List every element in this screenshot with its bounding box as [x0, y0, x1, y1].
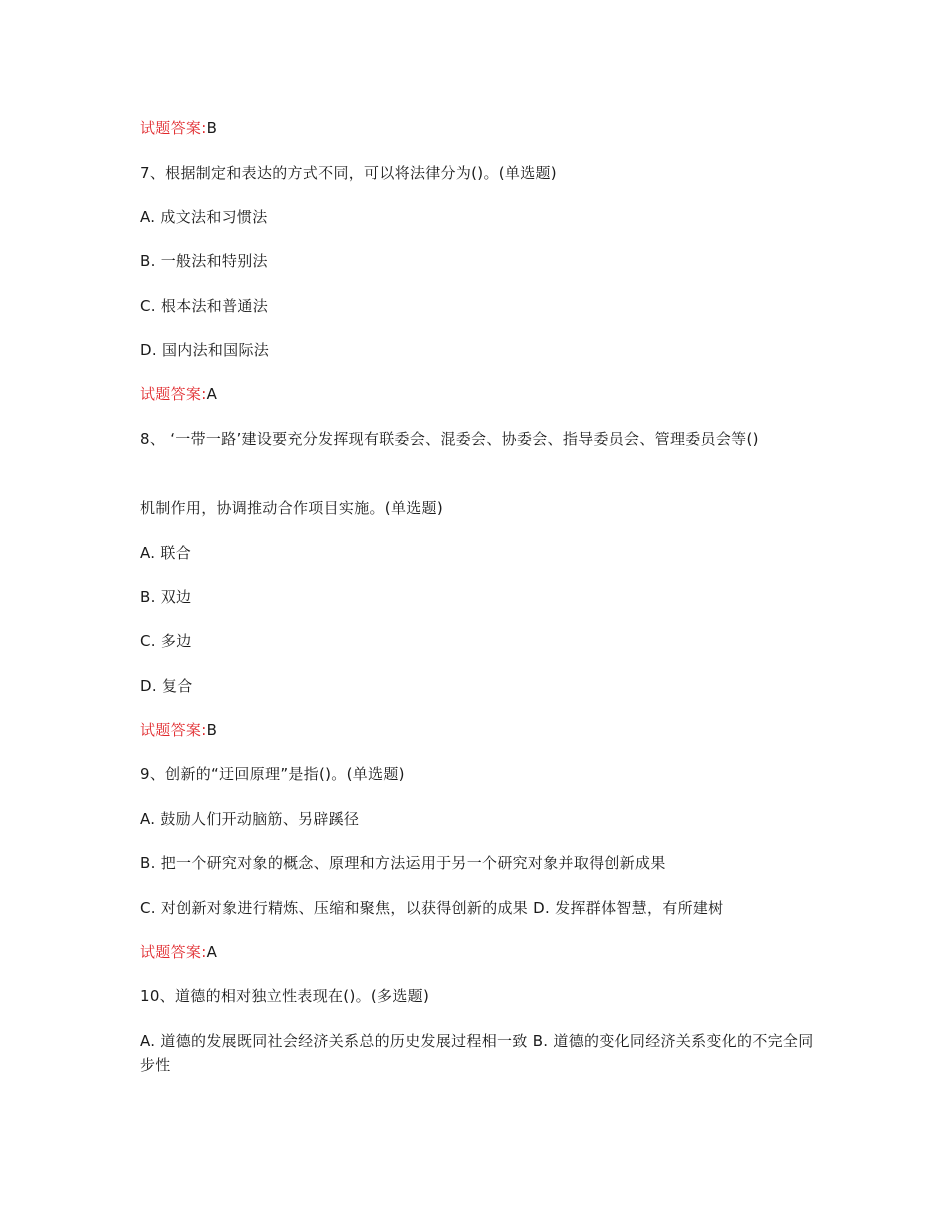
q10-option-ab: A. 道德的发展既同社会经济关系总的历史发展过程相一致 B. 道德的变化同经济关系变化的不完全同步性 — [140, 1032, 814, 1074]
q8-option-d: D. 复合 — [140, 677, 193, 695]
answer-value: A — [206, 943, 218, 961]
q9-option-b: B. 把一个研究对象的概念、原理和方法运用于另一个研究对象并取得创新成果 — [140, 854, 666, 872]
answer-label: 试题答案: — [140, 119, 207, 137]
q8-option-c: C. 多边 — [140, 632, 192, 650]
q8-option-b: B. 双边 — [140, 588, 192, 606]
question-9: 9、创新的“迂回原理”是指()。(单选题) — [140, 765, 405, 783]
answer-label: 试题答案: — [140, 721, 207, 739]
question-8-part1: 8、 ‘一带一路’建设要充分发挥现有联委会、混委会、协委会、指导委员会、管理委员会等() — [140, 430, 759, 448]
question-8-part2: 机制作用，协调推动合作项目实施。(单选题) — [140, 499, 444, 517]
answer-label: 试题答案: — [140, 943, 207, 961]
answer-q7 — [140, 383, 820, 405]
question-10: 10、道德的相对独立性表现在()。(多选题) — [140, 987, 430, 1005]
answer-label: 试题答案: — [140, 385, 207, 403]
q8-option-a: A. 联合 — [140, 544, 192, 562]
q7-option-c: C. 根本法和普通法 — [140, 297, 269, 315]
answer-q6 — [140, 117, 820, 139]
answer-value: A — [206, 385, 218, 403]
q9-option-a: A. 鼓励人们开动脑筋、另辟蹊径 — [140, 810, 360, 828]
answer-q9 — [140, 941, 820, 963]
answer-q8 — [140, 719, 820, 741]
q9-option-cd: C. 对创新对象进行精炼、压缩和聚焦，以获得创新的成果 D. 发挥群体智慧，有所建树 — [140, 899, 724, 917]
question-7: 7、根据制定和表达的方式不同，可以将法律分为()。(单选题) — [140, 164, 557, 182]
answer-value: B — [206, 721, 218, 739]
q7-option-b: B. 一般法和特别法 — [140, 252, 268, 270]
q7-option-d: D. 国内法和国际法 — [140, 341, 270, 359]
q7-option-a: A. 成文法和习惯法 — [140, 208, 268, 226]
answer-value: B — [206, 119, 218, 137]
